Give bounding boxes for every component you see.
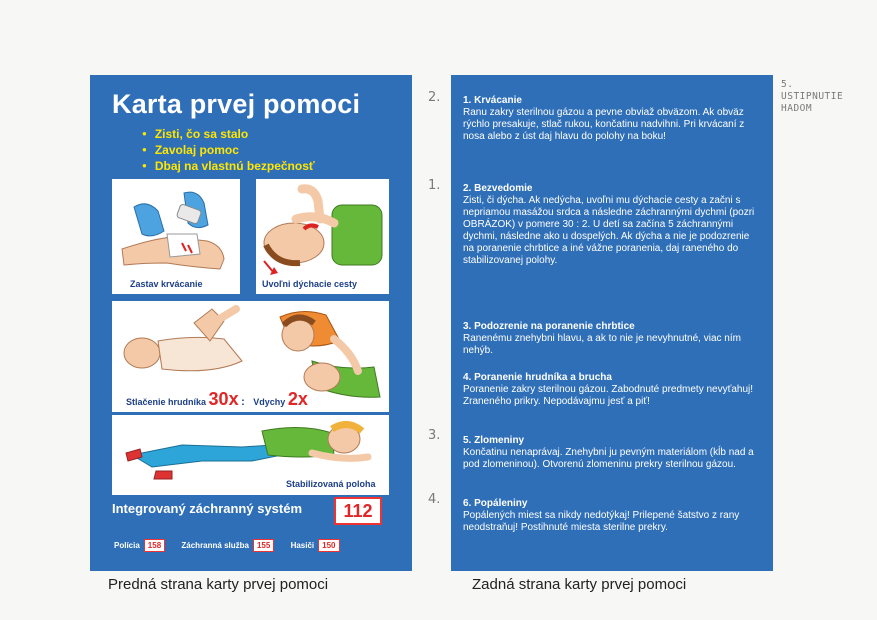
handwritten-note-number: 5. (781, 79, 794, 90)
front-card-caption: Predná strana karty prvej pomoci (108, 576, 329, 593)
phone-label-ambulance: Záchranná služba (181, 541, 249, 550)
section-text: Ranu zakry sterilnou gázou a pevne obviaž obväzom. Ak obväz rýchlo presakuje, stlač rukou, končatinu nadvihni. Pri krvácaní z nosa alebo z úst daj hlavu do polohy na boku! (463, 107, 745, 142)
integrated-rescue-label: Integrovaný záchranný systém (112, 501, 303, 516)
section-heading: 4. Poranenie hrudníka a brucha (463, 372, 612, 383)
cpr-ratio-separator: : (241, 396, 245, 408)
emergency-phones-row (114, 539, 392, 555)
panel-airway (256, 179, 389, 294)
panel-recovery (112, 415, 389, 495)
back-card-caption: Zadná strana karty prvej pomoci (472, 576, 687, 593)
handwritten-note-line: HADOM (781, 103, 813, 114)
section-heading: 5. Zlomeniny (463, 435, 525, 446)
section-chest-abdomen (463, 372, 763, 408)
bullet-item: ● Zavolaj pomoc (142, 142, 315, 158)
phone-number-ambulance: 155 (253, 539, 274, 552)
emergency-number-112: 112 (334, 497, 382, 525)
section-heading: 1. Krvácanie (463, 95, 522, 106)
section-text: Zisti, či dýcha. Ak nedýcha, uvoľni mu dýchacie cesty a začni s nepriamou masážou srdca a následne záchrannými dychmi (pozri OBRÁZOK) v pomere 30 : 2. U detí sa začína 5 záchrannými dychmi, následne ako u dospelých. Ak dýcha a nie je podozrenie na poranenie chrbtice a iné vážne poranenia, daj raneného do stabilizovanej polohy. (463, 195, 755, 266)
handwritten-number: 4. (428, 492, 441, 507)
bleeding-illustration (112, 179, 240, 294)
section-heading: 6. Popáleniny (463, 498, 528, 509)
phone-label-firefighters: Hasiči (290, 541, 315, 550)
panel-cpr-caption (126, 389, 308, 410)
back-card (451, 75, 773, 571)
front-card-title: Karta prvej pomoci (112, 89, 361, 119)
cpr-breaths-label: Vdychy (253, 397, 286, 407)
section-spine (463, 321, 763, 357)
panel-bleeding-caption: Zastav krvácanie (130, 279, 203, 289)
bullet-item: ● Zisti, čo sa stalo (142, 126, 315, 142)
cpr-compressions-count: 30x (208, 389, 239, 409)
phone-number-firefighters: 150 (318, 539, 339, 552)
section-text: Ranenému znehybni hlavu, a ak to nie je nevyhnutné, viac ním nehýb. (463, 333, 741, 356)
handwritten-note-line: USTIPNUTIE (781, 91, 844, 102)
phone-label-police: Polícia (114, 541, 140, 550)
panel-bleeding (112, 179, 240, 294)
section-text: Poranenie zakry sterilnou gázou. Zabodnuté predmety nevyťahuj! Zraneného prikry. Nepodávajmu jesť a piť! (463, 384, 754, 407)
bullet-item: ● Dbaj na vlastnú bezpečnosť (142, 158, 315, 174)
handwritten-note (781, 79, 851, 115)
handwritten-number: 1. (428, 178, 441, 193)
front-bullet-list (142, 126, 315, 174)
phone-number-police: 158 (144, 539, 165, 552)
panel-airway-caption: Uvoľni dýchacie cesty (262, 279, 358, 289)
section-bleeding (463, 95, 763, 143)
handwritten-number: 2. (428, 90, 441, 105)
airway-illustration (256, 179, 389, 294)
section-text: Popálených miest sa nikdy nedotýkaj! Prilepené šatstvo z rany neodstraňuj! Postihnuté miesta sterilne prekry. (463, 510, 740, 533)
front-card (90, 75, 412, 571)
cpr-compressions-label: Stlačenie hrudníka (126, 397, 207, 407)
handwritten-number: 3. (428, 428, 441, 443)
section-text: Končatinu nenaprávaj. Znehybni ju pevným materiálom (kĺb nad a pod zlomeninou). Otvorenú zlomeninu prekry sterilnou gázou. (463, 447, 754, 470)
panel-cpr (112, 301, 389, 412)
panel-recovery-caption: Stabilizovaná poloha (286, 479, 376, 489)
cpr-breaths-count: 2x (287, 389, 308, 409)
section-heading: 3. Podozrenie na poranenie chrbtice (463, 321, 635, 332)
section-unconscious (463, 183, 763, 267)
section-fractures (463, 435, 763, 471)
section-heading: 2. Bezvedomie (463, 183, 533, 194)
section-burns (463, 498, 763, 534)
